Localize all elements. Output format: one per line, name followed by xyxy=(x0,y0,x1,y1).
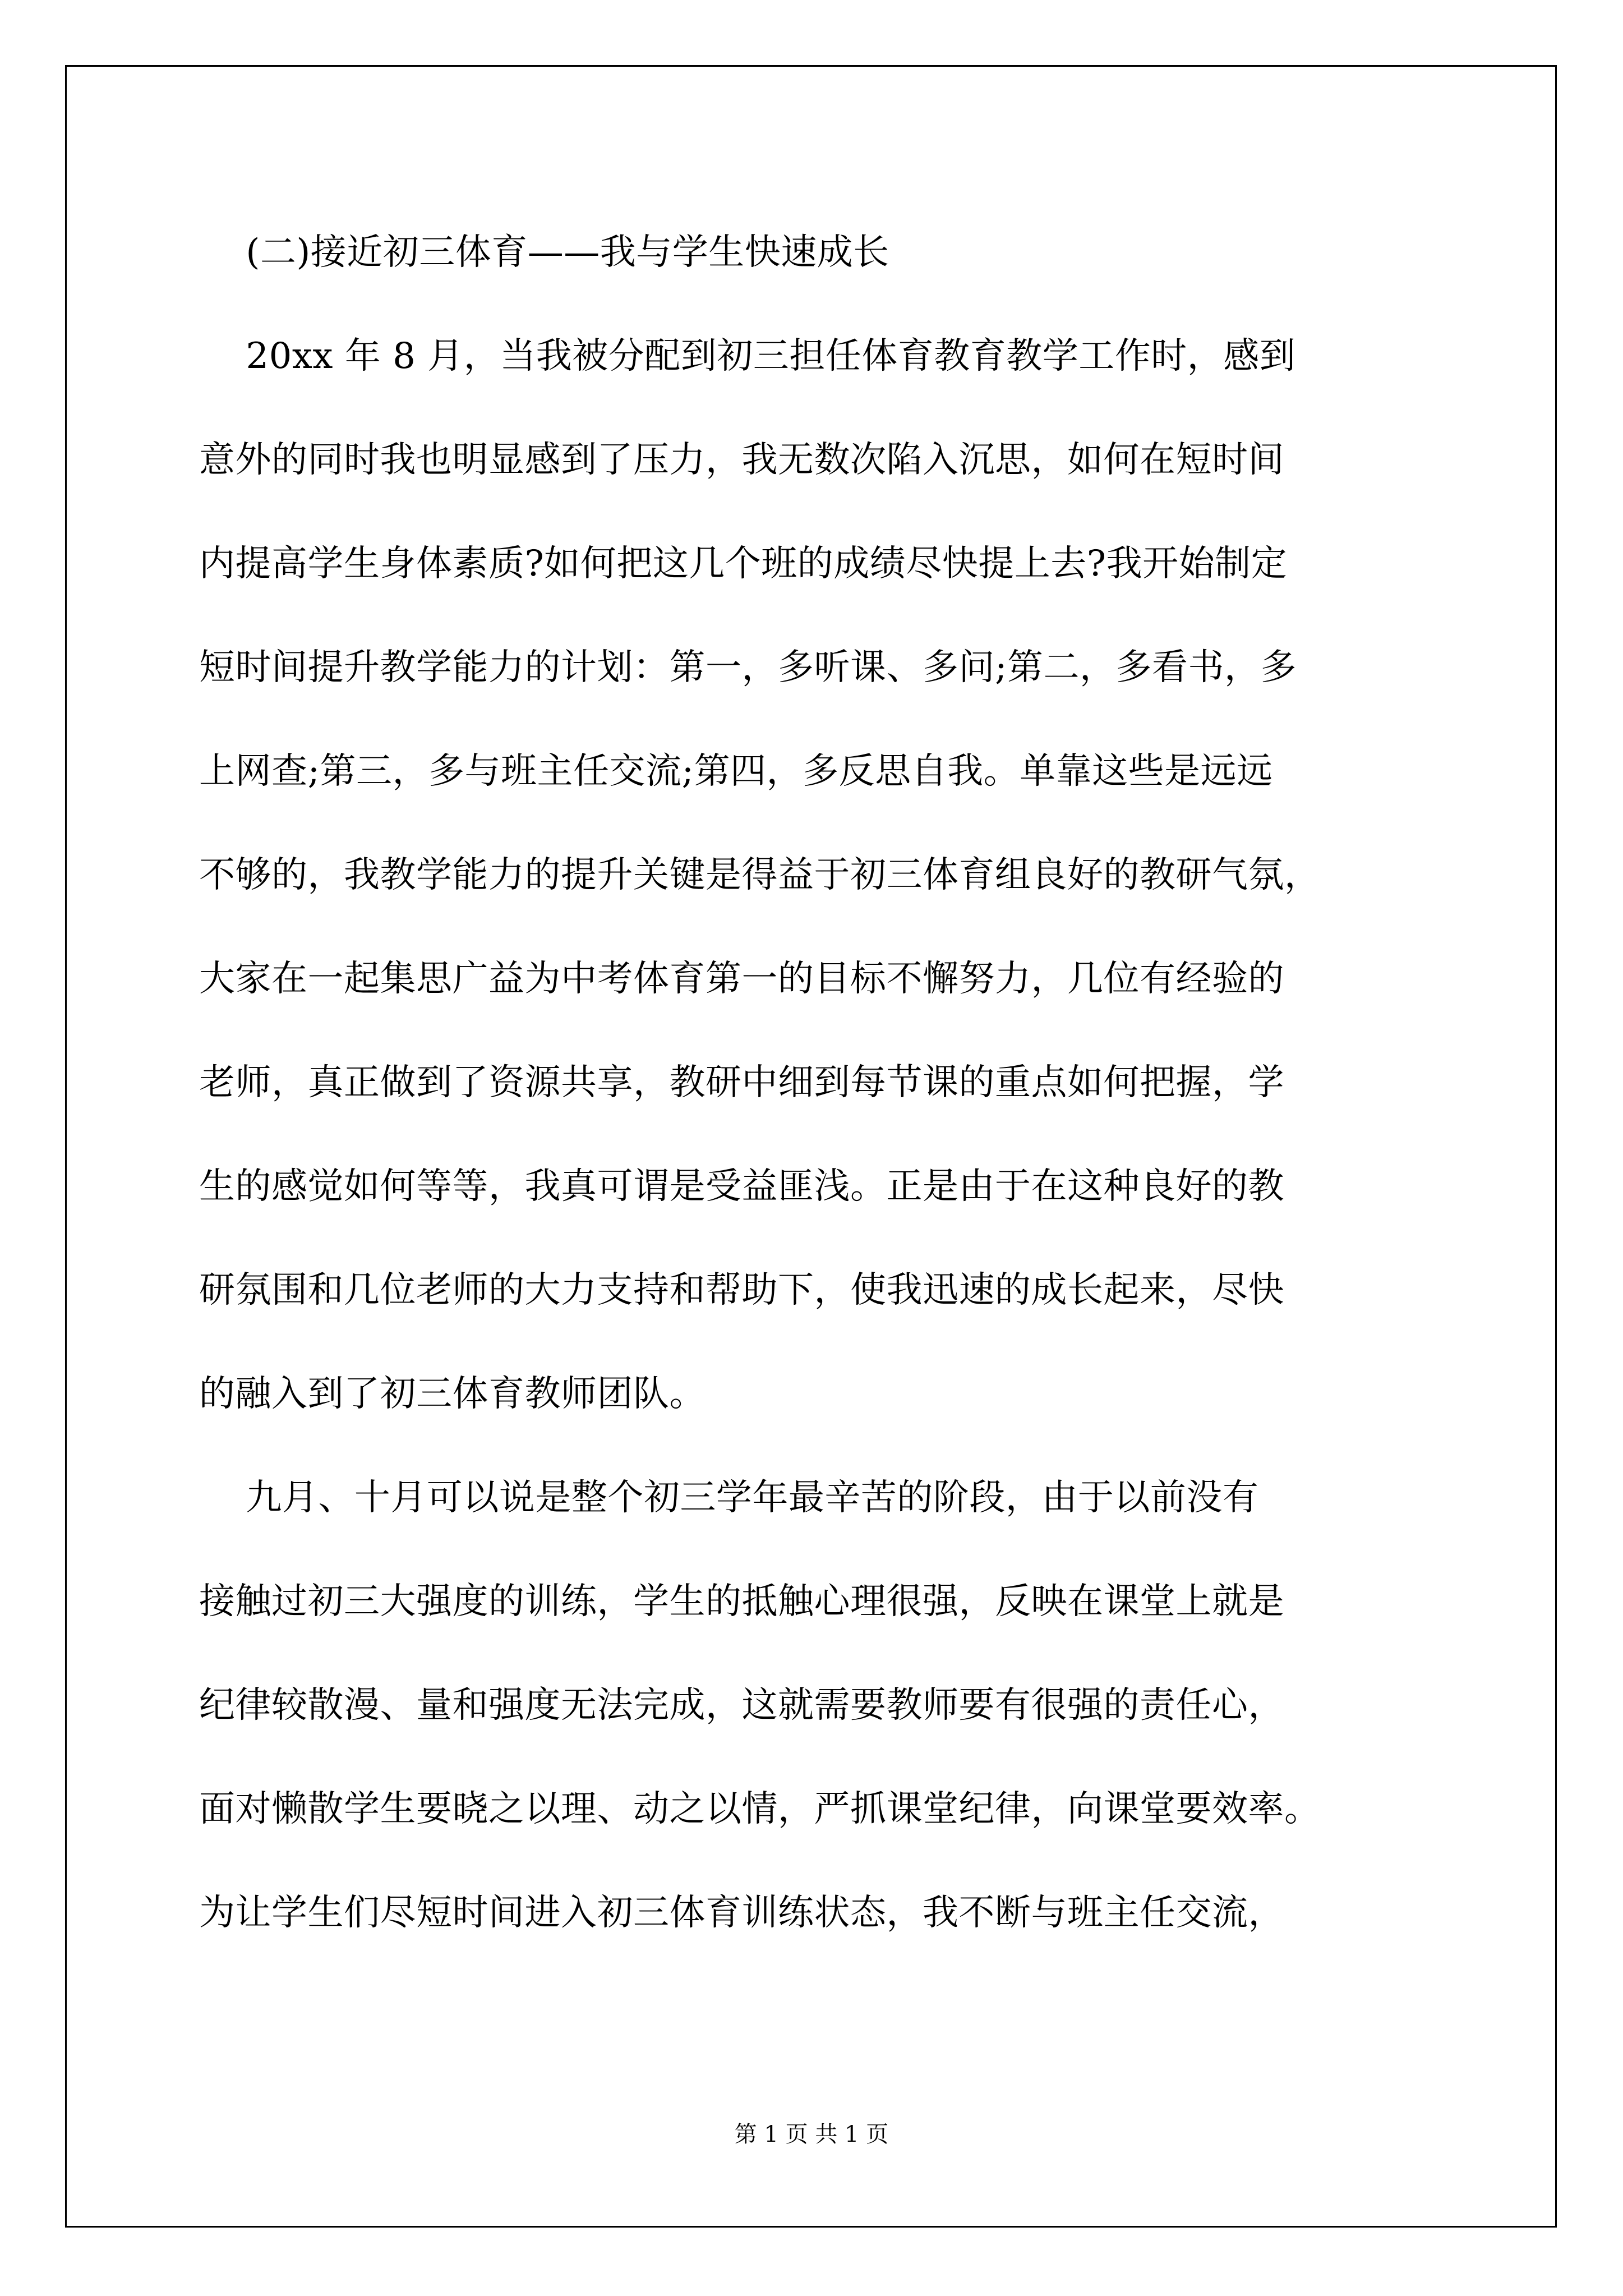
text-line: 面对懒散学生要晓之以理、动之以情，严抓课堂纪律，向课堂要效率。 xyxy=(199,1788,1321,1830)
text-line: 20xx 年 8 月，当我被分配到初三担任体育教育教学工作时，感到 xyxy=(199,335,1296,377)
section-heading: (二)接近初三体育——我与学生快速成长 xyxy=(199,232,889,273)
text-line: 大家在一起集思广益为中考体育第一的目标不懈努力，几位有经验的 xyxy=(199,958,1284,1000)
text-line: 纪律较散漫、量和强度无法完成，这就需要教师要有很强的责任心， xyxy=(199,1685,1284,1726)
text-line: 生的感觉如何等等，我真可谓是受益匪浅。正是由于在这种良好的教 xyxy=(199,1166,1284,1207)
text-line: 意外的同时我也明显感到了压力，我无数次陷入沉思，如何在短时间 xyxy=(199,439,1284,481)
text-line: 上网查;第三，多与班主任交流;第四，多反思自我。单靠这些是远远 xyxy=(199,751,1273,792)
page-number-footer: 第 1 页 共 1 页 xyxy=(734,2122,889,2147)
text-line: 老师，真正做到了资源共享，教研中细到每节课的重点如何把握，学 xyxy=(199,1062,1284,1103)
text-line: 为让学生们尽短时间进入初三体育训练状态，我不断与班主任交流， xyxy=(199,1892,1284,1934)
text-line: 接触过初三大强度的训练，学生的抵触心理很强，反映在课堂上就是 xyxy=(199,1581,1284,1622)
text-line: 内提高学生身体素质?如何把这几个班的成绩尽快提上去?我开始制定 xyxy=(199,543,1288,585)
text-line: 九月、十月可以说是整个初三学年最辛苦的阶段，由于以前没有 xyxy=(199,1477,1259,1519)
text-line: 不够的，我教学能力的提升关键是得益于初三体育组良好的教研气氛， xyxy=(199,854,1321,896)
text-line: 的融入到了初三体育教师团队。 xyxy=(199,1373,706,1415)
text-line: 短时间提升教学能力的计划：第一，多听课、多问;第二，多看书，多 xyxy=(199,647,1297,688)
text-line: 研氛围和几位老师的大力支持和帮助下，使我迅速的成长起来，尽快 xyxy=(199,1269,1284,1311)
